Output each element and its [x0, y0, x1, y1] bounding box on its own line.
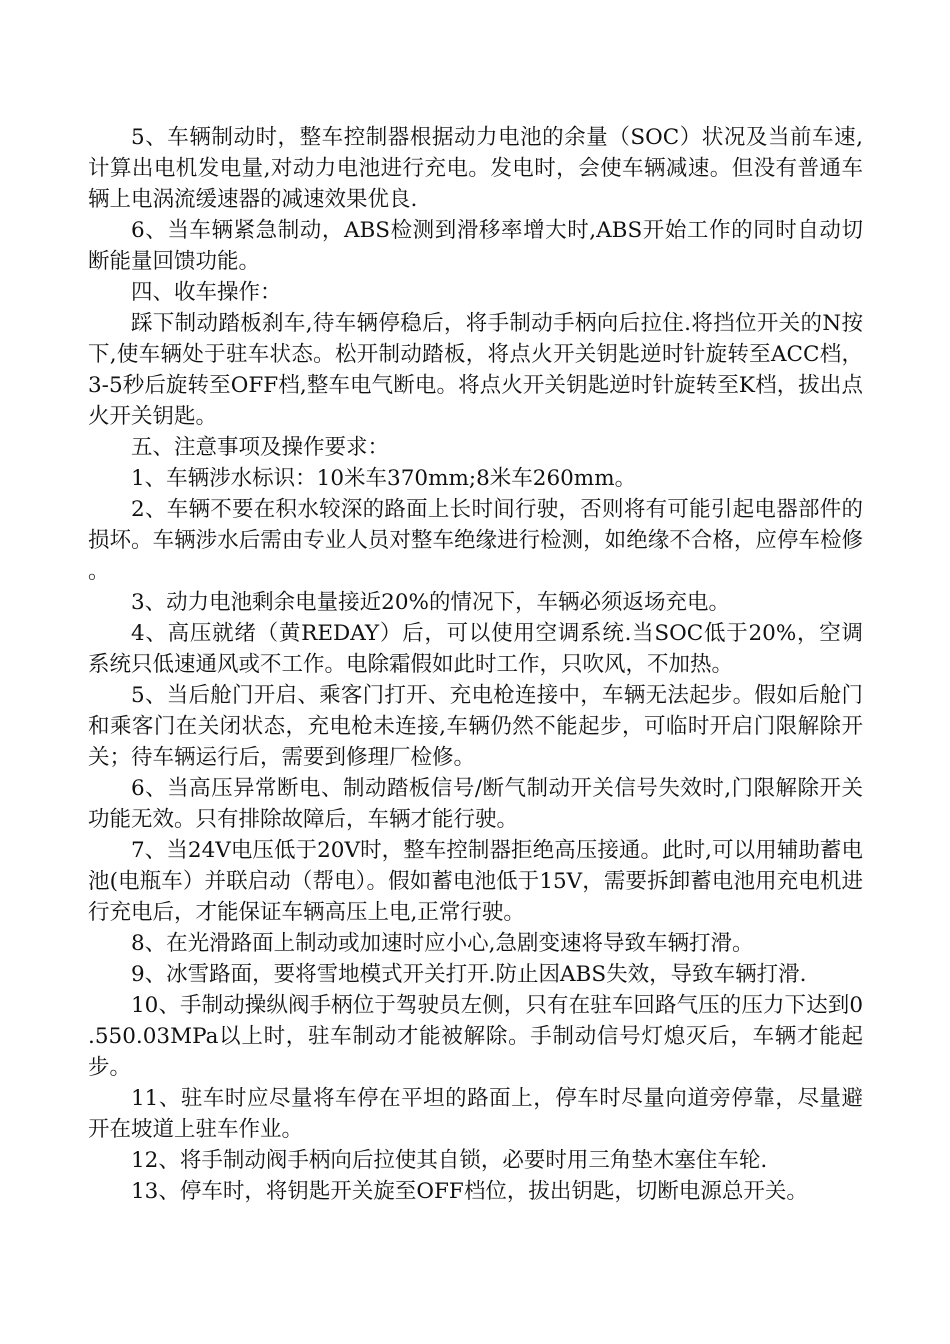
paragraph-wading-mark: 1、车辆涉水标识：10米车370mm;8米车260mm。: [131, 466, 637, 491]
paragraph-parking-location: 11、驻车时应尽量将车停在平坦的路面上，停车时尽量向道旁停靠，尽量避开在坡道上驻车作业。: [88, 1086, 863, 1142]
paragraph-air-conditioning: 4、高压就绪（黄REDAY）后，可以使用空调系统.当SOC低于20%，空调系统只低速通风或不工作。电除霜假如此时工作，只吹风，不加热。: [88, 621, 863, 677]
section-heading-parking: 四、收车操作：: [131, 280, 282, 305]
paragraph-parking-procedure: 踩下制动踏板刹车,待车辆停稳后，将手制动手柄向后拉住.将挡位开关的N按下,使车辆处于驻车状态。松开制动踏板，将点火开关钥匙逆时针旋转至ACC档，3-5秒后旋转至OFF档,整车电气断电。将点火开关钥匙逆时针旋转至K档，拔出点火开关钥匙。: [88, 311, 864, 429]
document-page: [88, 122, 863, 1207]
paragraph-slippery-road: 8、在光滑路面上制动或加速时应小心,急剧变速将导致车辆打滑。: [131, 931, 754, 956]
paragraph-battery-charge: 3、动力电池剩余电量接近20%的情况下，车辆必须返场充电。: [131, 590, 730, 615]
paragraph-door-interlock: 5、当后舱门开启、乘客门打开、充电枪连接中，车辆无法起步。假如后舱门和乘客门在关闭状态，充电枪未连接,车辆仍然不能起步，可临时开启门限解除开关；待车辆运行后，需要到修理厂检修。: [88, 683, 863, 770]
section-heading-precautions: 五、注意事项及操作要求：: [131, 435, 390, 460]
paragraph-snow-mode: 9、冰雪路面，要将雪地模式开关打开.防止因ABS失效，导致车辆打滑.: [131, 962, 807, 987]
paragraph-hand-brake-lock: 12、将手制动阀手柄向后拉使其自锁，必要时用三角垫木塞住车轮.: [131, 1148, 768, 1173]
paragraph-abs-emergency: 6、当车辆紧急制动，ABS检测到滑移率增大时,ABS开始工作的同时自动切断能量回馈功能。: [88, 218, 863, 274]
paragraph-power-off: 13、停车时，将钥匙开关旋至OFF档位，拔出钥匙，切断电源总开关。: [131, 1179, 808, 1204]
paragraph-low-voltage: 7、当24V电压低于20V时，整车控制器拒绝高压接通。此时,可以用辅助蓄电池(电瓶车）并联启动（帮电）。假如蓄电池低于15V，需要拆卸蓄电池用充电机进行充电后，才能保证车辆高压上电,正常行驶。: [88, 838, 863, 925]
paragraph-braking-regeneration: 5、车辆制动时，整车控制器根据动力电池的余量（SOC）状况及当前车速,计算出电机发电量,对动力电池进行充电。发电时，会使车辆减速。但没有普通车辆上电涡流缓速器的减速效果优良.: [88, 125, 863, 212]
paragraph-deep-water: 2、车辆不要在积水较深的路面上长时间行驶，否则将有可能引起电器部件的损坏。车辆涉水后需由专业人员对整车绝缘进行检测，如绝缘不合格，应停车检修。: [88, 497, 863, 584]
paragraph-hand-brake: 10、手制动操纵阀手柄位于驾驶员左侧，只有在驻车回路气压的压力下达到0.550.03MPa以上时，驻车制动才能被解除。手制动信号灯熄灭后，车辆才能起步。: [88, 993, 863, 1080]
paragraph-interlock-failure: 6、当高压异常断电、制动踏板信号/断气制动开关信号失效时,门限解除开关功能无效。只有排除故障后，车辆才能行驶。: [88, 776, 863, 832]
